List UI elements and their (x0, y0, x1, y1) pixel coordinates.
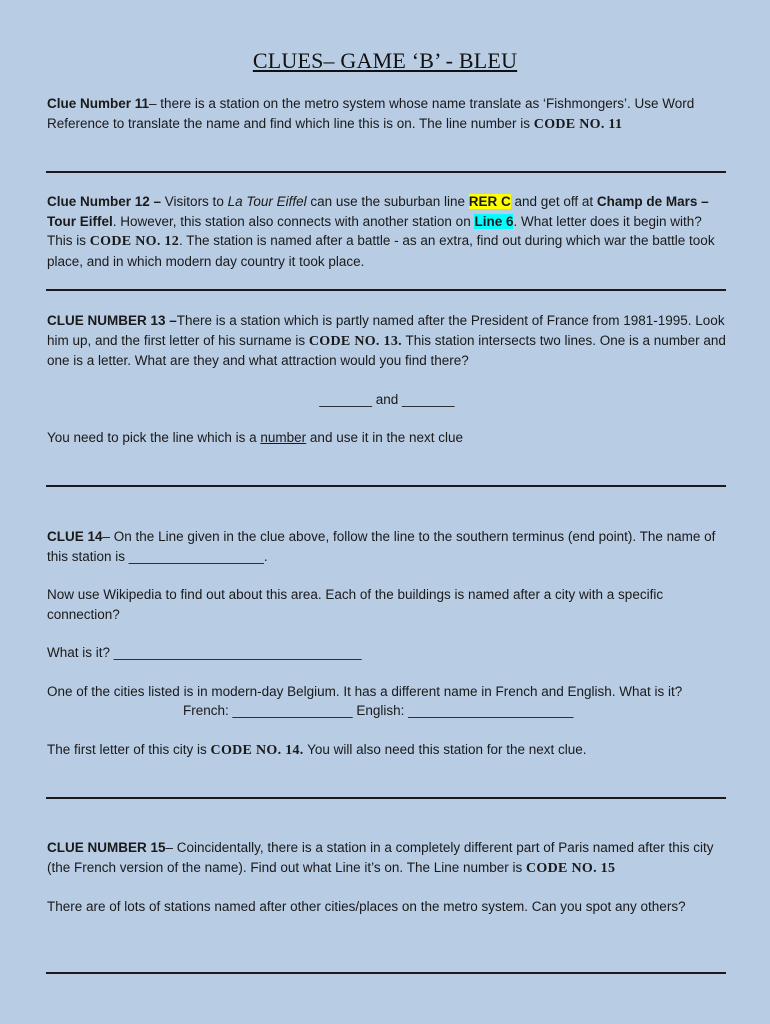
station-name: Champ de Mars – Tour Eiffel (47, 194, 709, 229)
clue-11 (47, 94, 727, 134)
clue-12-text-4: . However, this station also connects with another station on (112, 213, 475, 229)
divider (46, 797, 726, 799)
page-title: CLUES– GAME ‘B’ - BLEU (252, 48, 518, 73)
clue-12 (47, 192, 727, 271)
french-english-blanks: French: ________________ English: ______________________ (183, 703, 574, 718)
divider (46, 289, 726, 291)
clue-14-label: CLUE 14 (47, 529, 103, 544)
clue-12-text-6: . The station is named after a battle - as an extra, find out during which war the battle took place, and in which modern day country it took place. (47, 233, 715, 269)
clue-11-label: Clue Number 11 (47, 96, 150, 111)
code-no-12: CODE NO. 12 (89, 234, 180, 249)
divider (46, 485, 726, 487)
answer-blanks: _______ and _______ (319, 391, 455, 407)
divider (46, 171, 726, 173)
other-stations-question: There are of lots of stations named after other cities/places on the metro system. Can you spot any others? (47, 899, 686, 914)
line-6-highlight: Line 6 (474, 213, 514, 229)
pick-text-1: You need to pick the line which is a (47, 430, 261, 445)
first-letter-text-1: The first letter of this city is (47, 741, 211, 757)
clue-12-text-5: . What letter does it begin with? This is (47, 213, 702, 248)
rer-c-highlight: RER C (468, 194, 511, 209)
la-tour-eiffel: La Tour Eiffel (227, 194, 307, 209)
clue-12-text-3: and get off at (510, 194, 597, 209)
code-no-15: CODE NO. 15 (526, 860, 616, 876)
code-no-11: CODE NO. 11 (533, 116, 623, 132)
code-no-14: CODE NO. 14. (210, 742, 304, 758)
first-letter-text-2: You will also need this station for the next clue. (303, 741, 587, 757)
what-is-it-blank: What is it? _________________________________ (47, 645, 362, 660)
wikipedia-instruction: Now use Wikipedia to find out about this area. Each of the buildings is named after a city with a specific connection? (47, 587, 664, 622)
clue-14 (47, 527, 727, 760)
clue-13-label: CLUE NUMBER 13 – (47, 313, 177, 328)
clue-14-text-1: – On the Line given in the clue above, follow the line to the southern terminus (end point). The name of this station is __________________. (47, 529, 716, 564)
clue-12-text-2: can use the suburban line (306, 194, 469, 209)
clue-15 (47, 838, 727, 917)
clue-13 (47, 311, 727, 448)
clue-15-text-1: – Coincidentally, there is a station in a completely different part of Paris named after this city (the French version of the name). Find out what Line it’s on. The Line number is (47, 840, 714, 875)
code-no-13: CODE NO. 13. (308, 333, 402, 349)
divider (46, 972, 726, 974)
belgium-question: One of the cities listed is in modern-day Belgium. It has a different name in French and English. What is it? (47, 683, 683, 699)
clue-13-text-2: This station intersects two lines. One is a number and one is a letter. What are they and what attraction would you find there? (47, 332, 726, 368)
clue-15-label: CLUE NUMBER 15 (47, 840, 166, 855)
clue-12-text-1: Visitors to (161, 194, 228, 209)
number-underlined: number (260, 430, 307, 445)
pick-text-2: and use it in the next clue (306, 430, 464, 445)
clue-11-text: – there is a station on the metro system whose name translate as ‘Fishmongers’. Use Word Reference to translate the name and find which line this is on. The line number is (47, 96, 695, 131)
clue-13-text-1: There is a station which is partly named after the President of France from 1981-1995. Look him up, and the first letter of his surname is (47, 313, 725, 348)
clue-12-label: Clue Number 12 – (47, 194, 162, 209)
